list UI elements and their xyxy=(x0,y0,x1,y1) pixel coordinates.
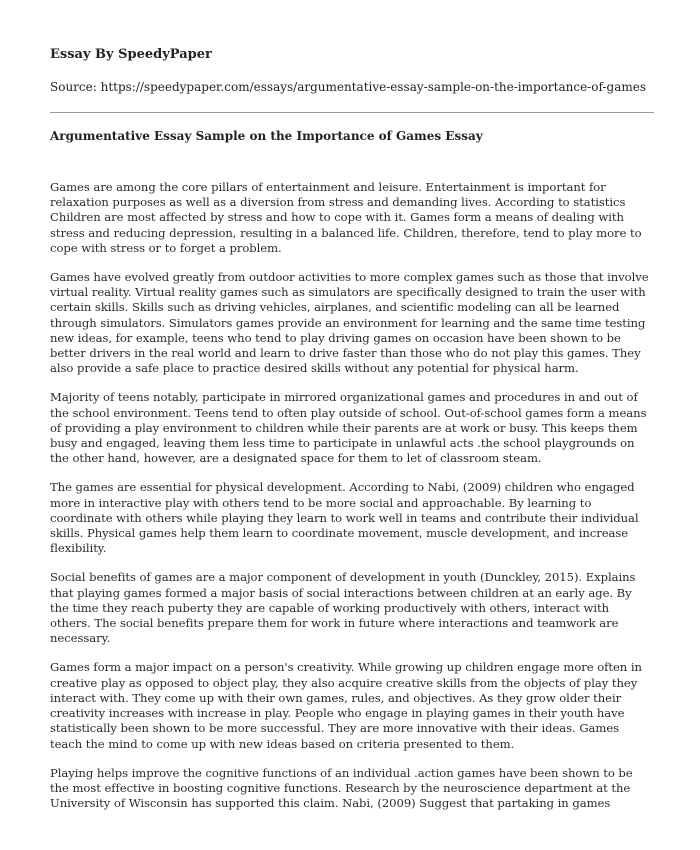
paragraph: Games form a major impact on a person's creativity. While growing up children engage more often in creative play as opposed to object play, they also acquire creative skills from the objects of play they interact with. They come up with their own games, rules, and objectives. As they grow older their creativity increases with increase in play. People who engage in playing games in their youth have statistically been shown to be more successful. They are more innovative with their ideas. Games teach the mind to come up with new ideas based on criteria presented to them. xyxy=(50,660,642,751)
essay-title: Argumentative Essay Sample on the Importance of Games Essay xyxy=(50,129,483,143)
paragraph: Majority of teens notably, participate in mirrored organizational games and procedures in and out of the school environment. Teens tend to often play outside of school. Out-of-school games form a means of providing a play environment to children while their parents are at work or busy. This keeps them busy and engaged, leaving them less time to participate in unlawful acts .the school playgrounds on the other hand, however, are a designated space for them to let of classroom steam. xyxy=(50,390,647,466)
paragraph: Social benefits of games are a major component of development in youth (Dunckley, 2015). Explains that playing games formed a major basis of social interactions between children at an early age. By the time they reach puberty they are capable of working productively with others, interact with others. The social benefits prepare them for work in future where interactions and teamwork are necessary. xyxy=(50,570,636,646)
essay-body xyxy=(50,180,650,811)
essay-by-heading: Essay By SpeedyPaper xyxy=(50,47,212,62)
paragraph: Games are among the core pillars of entertainment and leisure. Entertainment is important for relaxation purposes as well as a diversion from stress and demanding lives. According to statistics Children are most affected by stress and how to cope with it. Games form a means of dealing with stress and reducing depression, resulting in a balanced life. Children, therefore, tend to play more to cope with stress or to forget a problem. xyxy=(50,180,642,255)
source-line: Source: https://speedypaper.com/essays/argumentative-essay-sample-on-the-importance-of-games xyxy=(50,80,646,94)
paragraph: Games have evolved greatly from outdoor activities to more complex games such as those that involve virtual reality. Virtual reality games such as simulators are specifically designed to train the user with certain skills. Skills such as driving vehicles, airplanes, and scientific modeling can all be learned through simulators. Simulators games provide an environment for learning and the same time testing new ideas, for example, teens who tend to play driving games on occasion have been shown to be better drivers in the real world and learn to drive faster than those who do not play this games. They also provide a safe place to practice desired skills without any potential for physical harm. xyxy=(50,270,649,376)
paragraph: Playing helps improve the cognitive functions of an individual .action games have been shown to be the most effective in boosting cognitive functions. Research by the neuroscience department at the University of Wisconsin has supported this claim. Nabi, (2009) Suggest that partaking in games xyxy=(50,765,633,811)
divider xyxy=(50,112,654,113)
paragraph: The games are essential for physical development. According to Nabi, (2009) children who engaged more in interactive play with others tend to be more social and approachable. By learning to coordinate with others while playing they learn to work well in teams and contribute their individual skills. Physical games help them learn to coordinate movement, muscle development, and increase flexibility. xyxy=(50,480,639,556)
